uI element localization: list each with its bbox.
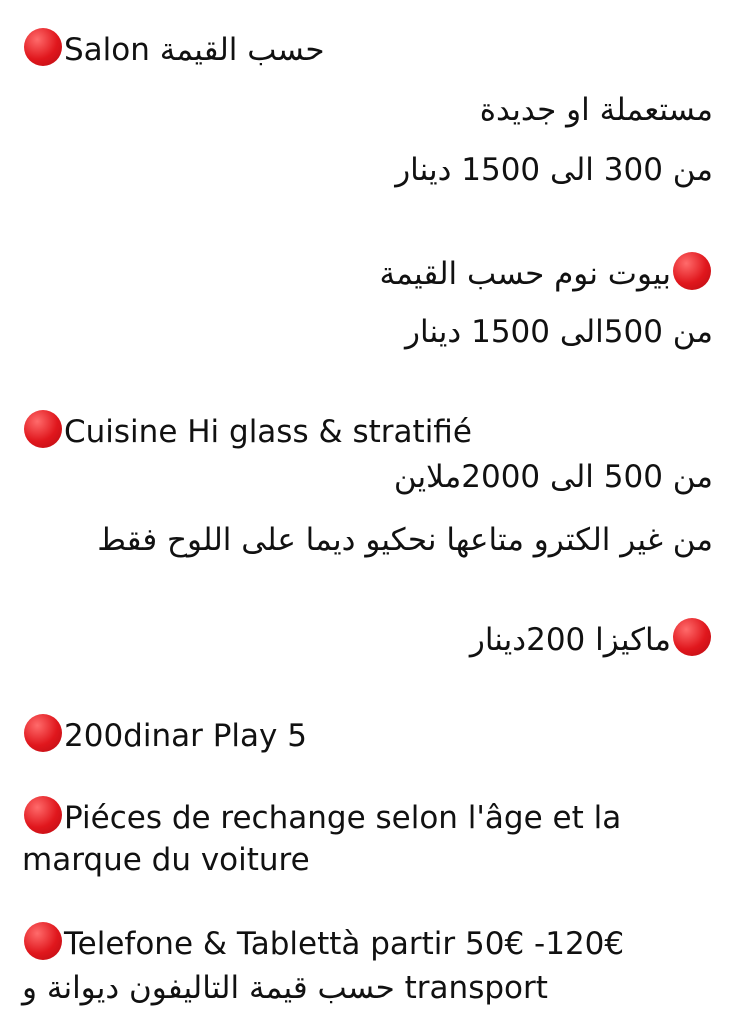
red-circle-icon	[673, 252, 711, 290]
cuisine-note: من غير الكترو متاعها نحكيو ديما على اللوح فقط	[97, 522, 713, 558]
item-salon-label: Salon	[64, 32, 150, 68]
red-circle-icon	[24, 922, 62, 960]
item-spare-parts	[22, 796, 712, 881]
item-salon-arabic: حسب القيمة	[159, 32, 325, 68]
salon-condition: مستعملة او جديدة	[479, 92, 713, 128]
phones-note-french: transport	[404, 970, 548, 1006]
item-cuisine-title: Cuisine Hi glass & stratifié	[64, 414, 472, 450]
salon-price: من 300 الى 1500 دينار	[395, 152, 713, 188]
item-bedrooms	[380, 252, 713, 294]
item-spare-parts-title: Piéces de rechange selon l'âge et la marque du voiture	[22, 800, 622, 878]
item-play5-title: 200dinar Play 5	[64, 718, 307, 754]
item-makiza-title: ماكيزا 200دينار	[469, 622, 671, 658]
red-circle-icon	[24, 410, 62, 448]
red-circle-icon	[24, 796, 62, 834]
item-bedrooms-title: بيوت نوم حسب القيمة	[379, 256, 671, 292]
item-phones-title: Telefone & Tablettà partir 50€ -120€	[64, 926, 625, 962]
phones-note	[22, 968, 548, 1008]
item-makiza	[470, 618, 713, 660]
phones-note-arabic: حسب قيمة التاليفون ديوانة و	[22, 970, 395, 1006]
item-salon	[22, 28, 325, 70]
item-play5	[22, 714, 307, 756]
cuisine-price: من 500 الى 2000ملاين	[393, 459, 713, 495]
bedrooms-price: من 500الى 1500 دينار	[405, 314, 713, 350]
red-circle-icon	[24, 714, 62, 752]
item-phones	[22, 922, 624, 964]
item-cuisine	[22, 410, 472, 452]
red-circle-icon	[673, 618, 711, 656]
red-circle-icon	[24, 28, 62, 66]
